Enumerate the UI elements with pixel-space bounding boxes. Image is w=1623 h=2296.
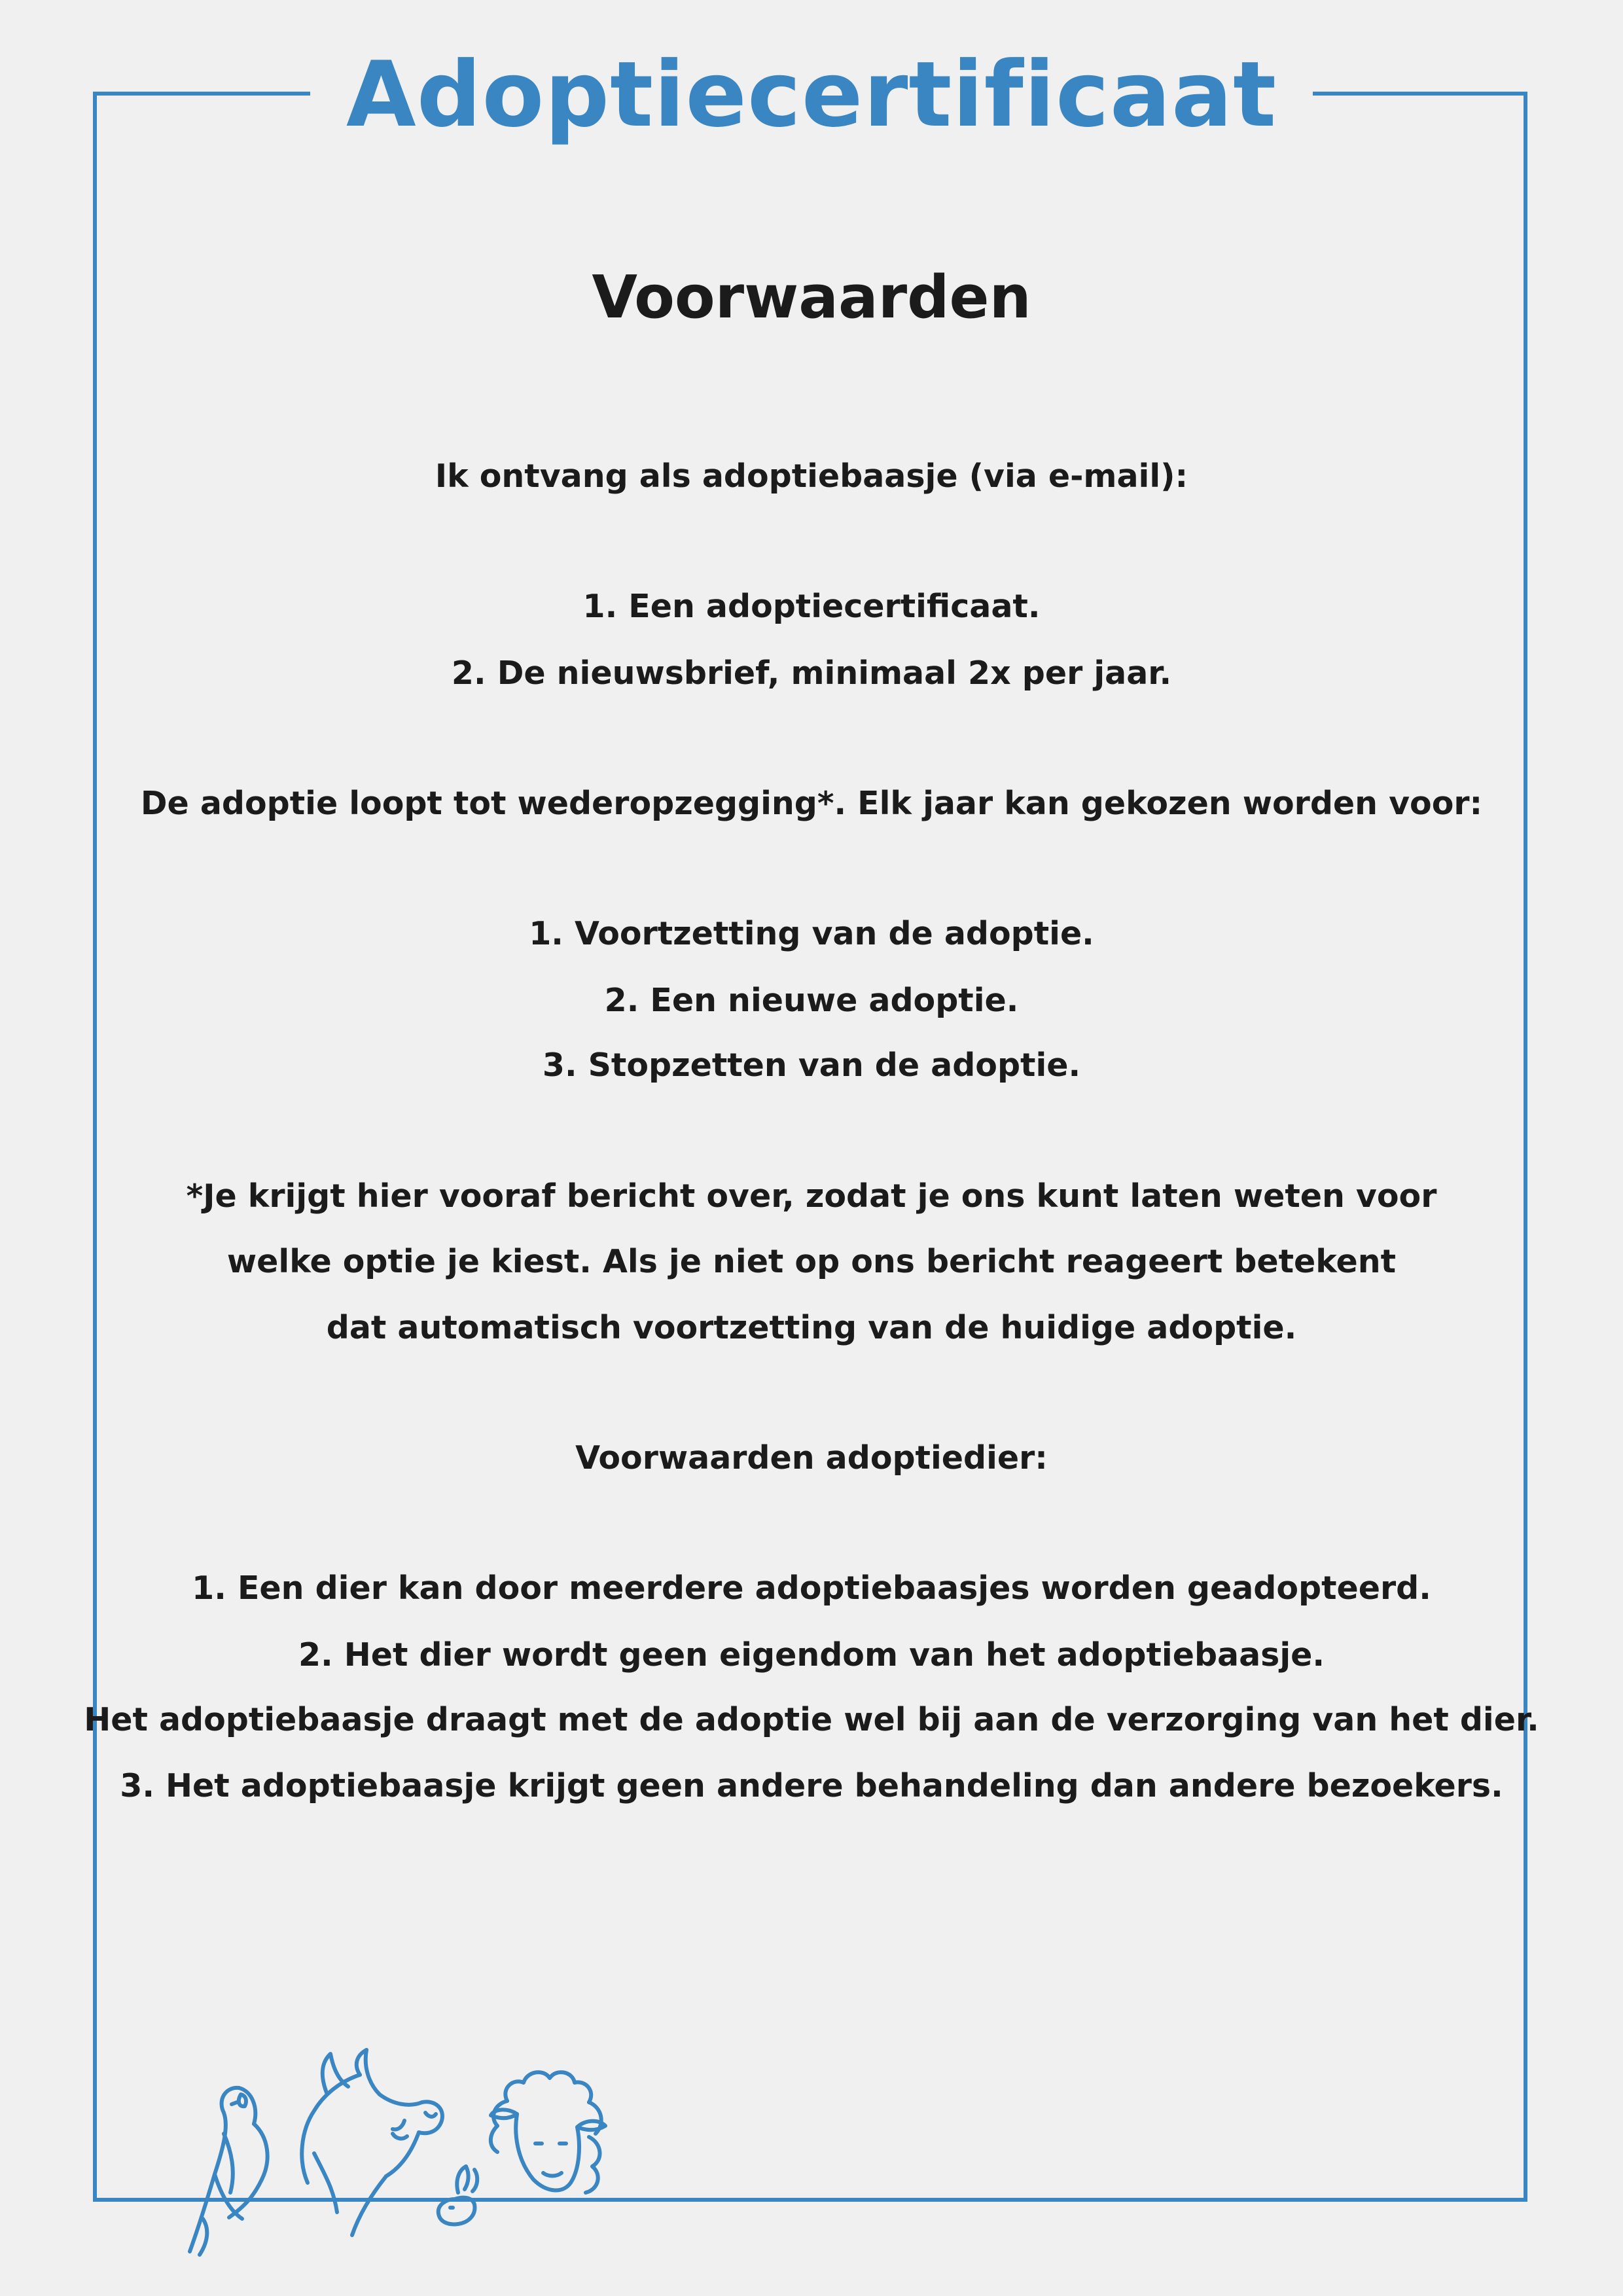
option-item-1: 1. Voortzetting van de adoptie. <box>529 915 1094 952</box>
footnote-line-2: welke optie je kiest. Als je niet op ons bericht reageert betekent <box>226 1243 1397 1280</box>
footnote-line-3: dat automatisch voortzetting van de huidige adoptie. <box>326 1309 1297 1346</box>
receive-item-1: 1. Een adoptiecertificaat. <box>582 588 1041 625</box>
section-heading: Voorwaarden <box>592 263 1031 332</box>
condition-item-2-note: Het adoptiebaasje draagt met de adoptie wel bij aan de verzorging van het dier. <box>84 1701 1539 1738</box>
condition-item-2: 2. Het dier wordt geen eigendom van het adoptiebaasje. <box>298 1636 1325 1674</box>
condition-item-1: 1. Een dier kan door meerdere adoptiebaasjes worden geadopteerd. <box>192 1570 1431 1607</box>
option-item-2: 2. Een nieuwe adoptie. <box>604 982 1019 1019</box>
certificate-title: Adoptiecertificaat <box>310 39 1313 151</box>
title-container <box>0 39 1623 151</box>
duration-intro: De adoptie loopt tot wederopzegging*. Elk jaar kan gekozen worden voor: <box>140 785 1483 822</box>
rabbit-icon <box>438 2166 477 2224</box>
option-item-3: 3. Stopzetten van de adoptie. <box>542 1047 1081 1084</box>
parrot-icon <box>190 2088 268 2255</box>
receive-intro: Ik ontvang als adoptiebaasje (via e-mail): <box>435 457 1188 495</box>
certificate-border <box>93 92 1527 2202</box>
conditions-intro: Voorwaarden adoptiedier: <box>575 1439 1048 1477</box>
footnote-line-1: *Je krijgt hier vooraf bericht over, zodat je ons kunt laten weten voor <box>186 1177 1437 1215</box>
animal-illustration <box>177 2003 661 2265</box>
pig-icon <box>302 2050 442 2235</box>
receive-item-2: 2. De nieuwsbrief, minimaal 2x per jaar. <box>451 655 1172 692</box>
sheep-icon <box>491 2072 605 2193</box>
condition-item-3: 3. Het adoptiebaasje krijgt geen andere behandeling dan andere bezoekers. <box>120 1767 1503 1804</box>
